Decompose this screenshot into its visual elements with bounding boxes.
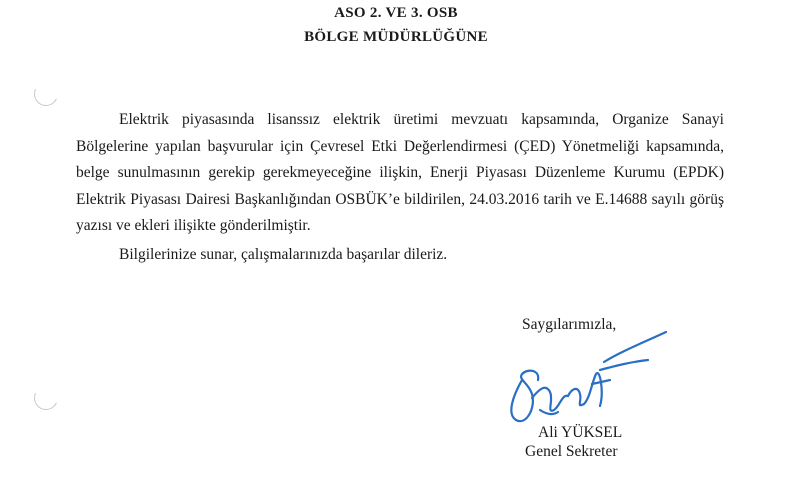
closing-salutation: Saygılarımızla, [522, 316, 617, 333]
punch-hole-mark [31, 79, 62, 110]
body-paragraph-2: Bilgilerinize sunar, çalışmalarınızda başarılar dileriz. [119, 246, 448, 263]
punch-hole-mark [31, 383, 62, 414]
handwritten-signature [500, 322, 670, 432]
body-paragraph-1: Elektrik piyasasında lisanssız elektrik üretimi mevzuatı kapsamında, Organize Sanayi Bölgelerine yapılan başvurular için Çevresel Etki Değerlendirmesi (ÇED) Yönetmeliği kapsamında, belge sunulmasının gerekip gerekmeyeceğine ilişkin, Enerji Piyasası Düzenleme Kurumu (EPDK) Elektrik Piyasası Dairesi Başkanlığından OSBÜK’e bildirilen, 24.03.2016 tarih ve E.14688 sayılı görüş yazısı ve ekleri ilişikte gönderilmiştir. [76, 111, 724, 235]
signer-name: Ali YÜKSEL [538, 424, 623, 441]
signer-title: Genel Sekreter [525, 443, 618, 460]
recipient-line-2: BÖLGE MÜDÜRLÜĞÜNE [304, 29, 488, 45]
recipient-line-1: ASO 2. VE 3. OSB [334, 5, 458, 21]
